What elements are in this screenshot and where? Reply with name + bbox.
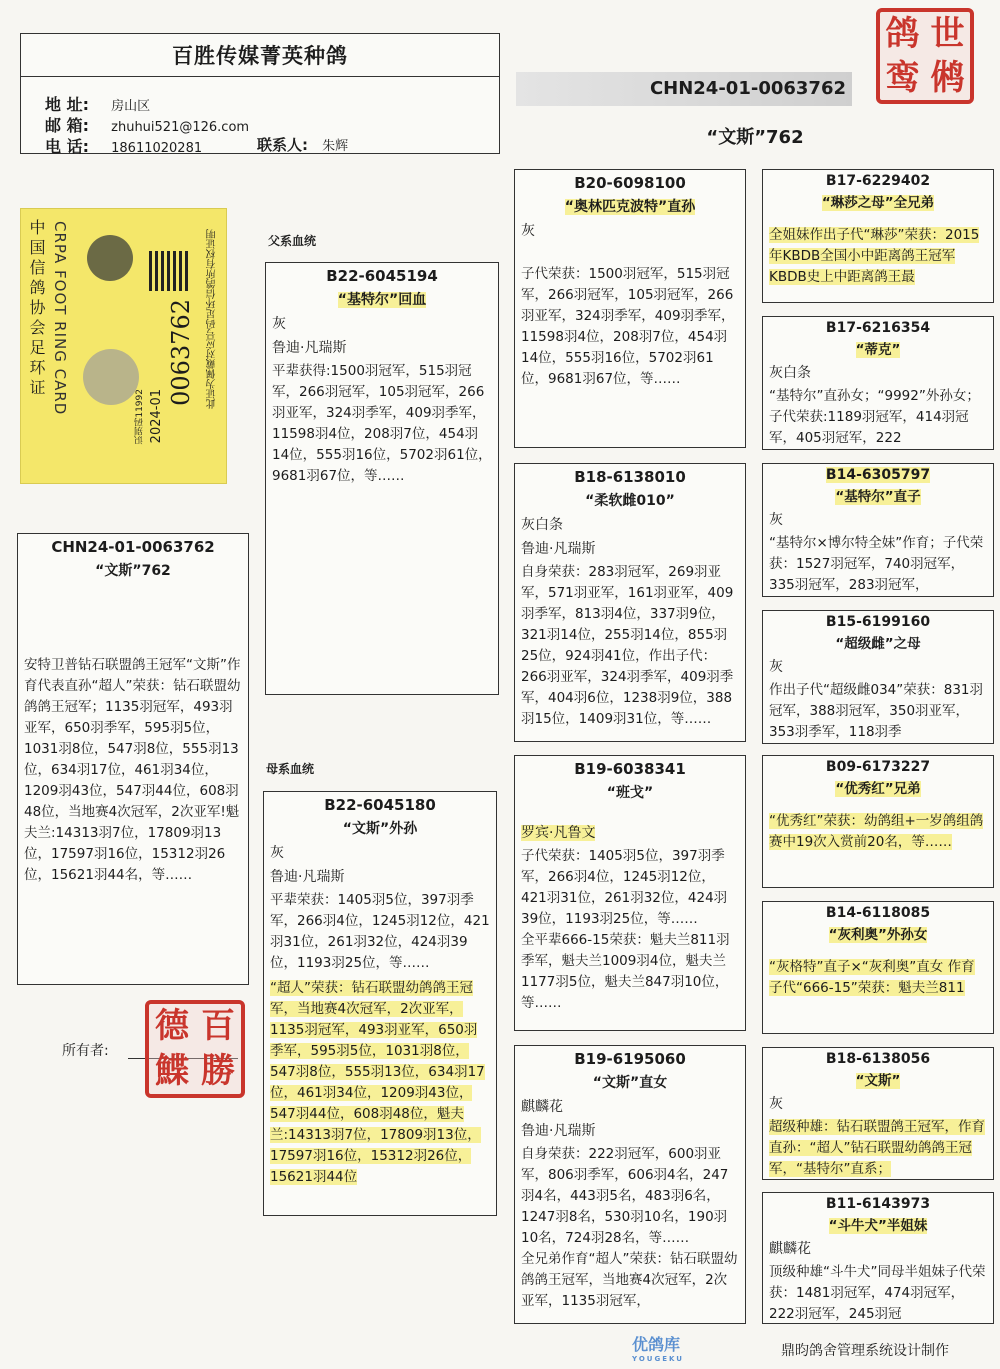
- great-grandparent-body: “灰格特”直子×“灰利奥”直女 作育 子代“666-15”荣获：魁夫兰811: [769, 959, 975, 996]
- seal-char: 百: [201, 1006, 235, 1046]
- phone-label: 电 话:: [45, 137, 89, 156]
- grandparent-card: [514, 755, 746, 1031]
- email-row: [45, 113, 249, 136]
- subject-ring-number: CHN24-01-0063762: [649, 78, 846, 99]
- grandparent-breed: 鲁迪·凡瑞斯: [521, 541, 596, 557]
- footer-logo-sub: YOUGEKU: [632, 1355, 684, 1363]
- grandparent-body: 自身荣获：222羽冠军，600羽亚军，806羽季军，606羽4名，247羽4名，443羽5名，483羽6名，1247羽8名，530羽10名，190羽10名，724羽28名，等…… 全兄弟作育“超人”荣获：钻石联盟幼鸽鸽王冠军，当地赛4次冠军，2次亚军，1135羽冠军，: [521, 1146, 738, 1309]
- great-grandparent-code: B17-6229402: [825, 173, 931, 189]
- grandparent-card: [514, 1045, 746, 1324]
- great-grandparent-card: [762, 901, 994, 1034]
- header-box: [20, 33, 500, 154]
- grandparent-breed: 鲁迪·凡瑞斯: [521, 1123, 596, 1139]
- mother-line-label: 母系血统: [266, 762, 315, 776]
- great-grandparent-name: “蒂克”: [855, 342, 901, 358]
- globe-icon: [83, 349, 139, 405]
- ring-card-year: 2024-01: [149, 389, 164, 444]
- great-grandparent-color: 灰白条: [769, 365, 811, 381]
- ring-card-title-cn: 中国信鸽协会足环证: [27, 219, 46, 399]
- great-grandparent-color: 灰: [769, 512, 783, 528]
- great-grandparent-body: 顶级种雄“斗牛犬”同母半姐妹子代荣获：1481羽冠军，474羽冠军，222羽冠军，245羽冠: [769, 1264, 986, 1322]
- owner-label: 所有者:: [62, 1043, 109, 1059]
- header-divider: [21, 76, 499, 77]
- sire-card: [265, 262, 499, 695]
- great-grandparent-card: [762, 1047, 994, 1180]
- subject-name: “文斯”762: [706, 127, 804, 148]
- grandparent-body: 自身荣获：283羽冠军，269羽亚军，571羽亚军，161羽亚军，409羽季军，813羽4位，337羽9位，321羽14位，255羽14位，855羽25位，924羽41位，作出子代：266羽亚军，324羽季军，409羽季军，404羽6位，1238羽9位，388羽15位，1409羽31位，等……: [521, 564, 734, 727]
- seal-char: 鰈: [155, 1051, 189, 1091]
- subject-card-body: 安特卫普钻石联盟鸽王冠军“文斯”作育代表直孙“超人”荣获：钻石联盟幼鸽鸽王冠军；1135羽冠军，493羽亚军，650羽季军，595羽5位，1031羽8位，547羽8位，555羽13位，634羽17位，461羽34位，1209羽43位，547羽44位，608羽48位，当地赛4次冠军，2次亚军!魁夫兰:14313羽7位，17809羽13位，17597羽16位，15312羽26位，15621羽44名，等……: [24, 657, 241, 883]
- great-grandparent-name: “斗牛犬”半姐妹: [828, 1218, 928, 1234]
- great-grandparent-name: “文斯”: [855, 1073, 901, 1089]
- great-grandparent-name: “灰利奥”外孙女: [828, 927, 928, 943]
- great-grandparent-color: 灰: [769, 659, 783, 675]
- great-grandparent-body: “基特尔×博尔特全妹”作育；子代荣获：1527羽冠军，740羽冠军，335羽冠军，283羽冠军，: [769, 535, 984, 593]
- ring-card-note: 此证为佩戴对应号码足环信鸽所有权证明: [207, 229, 218, 409]
- great-grandparent-body: 作出子代“超级雌034”荣获：831羽冠军，388羽冠军，350羽亚军，353羽季军，118羽季: [769, 682, 984, 740]
- sire-code: B22-6045194: [326, 267, 438, 285]
- dam-breed: 鲁迪·凡瑞斯: [270, 869, 345, 885]
- seal-char: 德: [155, 1006, 189, 1046]
- ring-card-title-en: CRPA FOOT RING CARD: [51, 221, 69, 416]
- dam-highlight-text: “超人”荣获：钻石联盟幼鸽鸽王冠军，当地赛4次冠军，2次亚军，1135羽冠军，493羽亚军，650羽季军，595羽5位，1031羽8位，547羽8位，555羽13位，634羽17位，461羽34位，1209羽43位，547羽44位，608羽48位，魁夫兰:14313羽7位，17809羽13位，17597羽16位，15312羽26位，15621羽44位: [270, 980, 485, 1185]
- grandparent-card: [514, 169, 746, 448]
- subject-card-code: CHN24-01-0063762: [51, 538, 215, 556]
- great-grandparent-body: “优秀红”荣获：幼鸽组+一岁鸽组鸽赛中19次入赏前20名，等……: [769, 813, 984, 850]
- great-grandparent-body: 超级种雄：钻石联盟鸽王冠军，作育直孙：“超人”钻石联盟幼鸽鸽王冠军，“基特尔”直系；: [769, 1119, 985, 1177]
- grandparent-color: 灰: [521, 223, 535, 239]
- ring-card-number: 0063762: [167, 299, 195, 406]
- great-grandparent-body: “基特尔”直孙女；“9992”外孙女；子代荣获:1189羽冠军，414羽冠军，405羽冠军，222: [769, 388, 980, 446]
- great-grandparent-code: B14-6305797: [825, 467, 931, 483]
- grandparent-code: B19-6195060: [574, 1050, 686, 1068]
- great-grandparent-code: B11-6143973: [825, 1196, 931, 1212]
- address-row: [45, 92, 150, 115]
- contact-label: 联系人:: [257, 136, 308, 154]
- footer-logo-text: 优鸽库: [632, 1335, 681, 1354]
- grandparent-code: B20-6098100: [574, 174, 686, 192]
- grandparent-name: “柔软雌010”: [585, 493, 675, 509]
- phone-value: 18611020281: [111, 141, 203, 156]
- great-grandparent-code: B09-6173227: [825, 759, 931, 775]
- great-grandparent-name: “超级雌”之母: [835, 636, 921, 652]
- great-grandparent-code: B18-6138056: [825, 1051, 931, 1067]
- great-grandparent-name: “基特尔”直子: [835, 489, 921, 505]
- contact-row: [257, 134, 348, 155]
- seal-char: 勝: [201, 1051, 235, 1091]
- sire-name: “基特尔”回血: [337, 292, 427, 308]
- great-grandparent-card: [762, 1192, 994, 1324]
- great-grandparent-code: B15-6199160: [825, 614, 931, 630]
- grandparent-color: 灰白条: [521, 517, 563, 533]
- great-grandparent-card: [762, 316, 994, 450]
- footer-logo: [632, 1332, 684, 1363]
- great-grandparent-code: B14-6118085: [825, 905, 931, 921]
- seal-char: 鸽: [885, 14, 920, 54]
- email-value: zhuhui521@126.com: [111, 120, 250, 135]
- grandparent-color: 麒麟花: [521, 1099, 563, 1115]
- great-grandparent-card: [762, 169, 994, 303]
- great-grandparent-card: [762, 610, 994, 744]
- great-grandparent-code: B17-6216354: [825, 320, 931, 336]
- grandparent-breed: 罗宾·凡鲁文: [521, 825, 596, 841]
- contact-value: 朱辉: [322, 139, 349, 154]
- grandparent-code: B19-6038341: [574, 760, 686, 778]
- dam-card: [263, 791, 497, 1216]
- crpa-logo-icon: [87, 235, 133, 281]
- grandparent-name: “文斯”直女: [592, 1075, 668, 1091]
- father-line-label: 父系血统: [268, 234, 317, 248]
- grandparent-card: [514, 463, 746, 742]
- grandparent-name: “班戈”: [606, 785, 654, 801]
- loft-title: 百胜传媒菁英种鸽: [172, 44, 348, 68]
- great-grandparent-name: “琳莎之母”全兄弟: [821, 195, 935, 211]
- great-grandparent-color: 灰: [769, 1096, 783, 1112]
- grandparent-name: “奥林匹克波特”直孙: [564, 199, 696, 215]
- address-label: 地 址:: [45, 95, 89, 114]
- footer-credit: 鼎昀鸽舍管理系统设计制作: [781, 1343, 949, 1359]
- dam-color: 灰: [270, 845, 284, 861]
- grandparent-body: 子代荣获：1405羽5位，397羽季军，266羽4位，1245羽12位，421羽31位，261羽32位，424羽39位，1193羽25位，等…… 全平辈666-15荣获：魁夫兰811羽季军，魁夫兰1009羽4位，魁夫兰1177羽5位，魁夫兰847羽10位，等……: [521, 848, 730, 1011]
- qr-code-icon: [149, 251, 189, 291]
- great-grandparent-card: [762, 463, 994, 597]
- seal-char: 世: [930, 14, 965, 54]
- great-grandparent-color: 麒麟花: [769, 1241, 811, 1257]
- sire-color: 灰: [272, 316, 286, 332]
- sire-body: 平辈获得:1500羽冠军，515羽冠军，266羽冠军，105羽冠军，266羽亚军，324羽季军，409羽季军，11598羽4位，208羽7位，454羽14位，555羽16位，5702羽61位，9681羽67位，等……: [272, 363, 492, 484]
- ring-card-serial: 识别码11992: [135, 389, 145, 445]
- foot-ring-card: [20, 208, 227, 484]
- seal-char: 鸾: [885, 58, 920, 98]
- great-grandparent-body: 全姐妹作出子代“琳莎”荣获：2015年KBDB全国小中距离鸽王冠军KBDB史上中距离鸽王最: [769, 227, 980, 285]
- dam-code: B22-6045180: [324, 796, 436, 814]
- seal-char: 鸺: [930, 58, 965, 98]
- red-seal-top: [876, 8, 974, 104]
- subject-card-name: “文斯”762: [95, 563, 171, 579]
- dam-highlight: [264, 978, 496, 1188]
- great-grandparent-card: [762, 755, 994, 888]
- phone-row: [45, 134, 202, 157]
- grandparent-code: B18-6138010: [574, 468, 686, 486]
- subject-ring-bar: [516, 72, 852, 106]
- great-grandparent-name: “优秀红”兄弟: [835, 781, 921, 797]
- address-value: 房山区: [111, 99, 151, 114]
- dam-name: “文斯”外孙: [342, 821, 418, 837]
- sire-breed: 鲁迪·凡瑞斯: [272, 340, 347, 356]
- email-label: 邮 箱:: [45, 116, 89, 135]
- dam-body: 平辈荣获：1405羽5位，397羽季军，266羽4位，1245羽12位，421羽31位，261羽32位，424羽39位，1193羽25位，等……: [270, 892, 490, 971]
- subject-card: [17, 533, 249, 985]
- red-seal-bottom: [145, 1000, 245, 1098]
- grandparent-body: 子代荣获：1500羽冠军，515羽冠军，266羽冠军，105羽冠军，266羽亚军，324羽季军，409羽季军，11598羽4位，208羽7位，454羽14位，555羽16位，5702羽61位，9681羽67位，等……: [521, 266, 735, 387]
